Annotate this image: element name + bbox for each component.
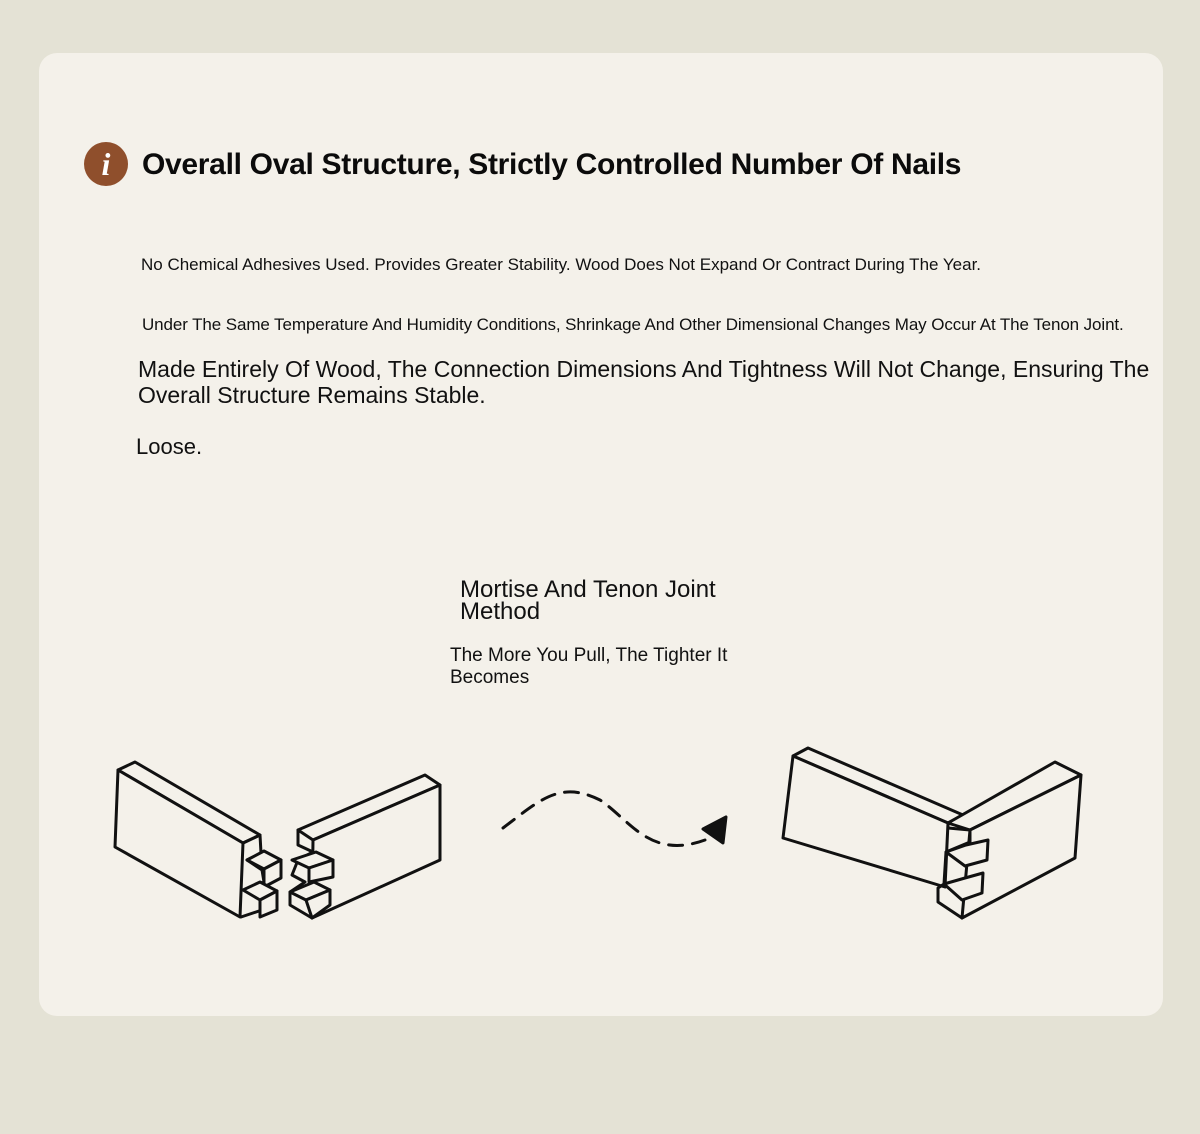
diagram-subtitle: The More You Pull, The Tighter It Becomes [450,645,728,688]
page-title: Overall Oval Structure, Strictly Controlled Number Of Nails [142,148,962,181]
info-icon-glyph: i [101,146,111,182]
diagram-title: Mortise And Tenon Joint Method [460,576,716,625]
info-icon [84,142,128,186]
joint-diagram [0,730,1200,940]
assembled-joint-icon [783,748,1081,918]
body-line-wood: Made Entirely Of Wood, The Connection Dimensions And Tightness Will Not Change, Ensuring The Overall Structure Remains Stable. [138,356,1150,408]
body-line-loose: Loose. [136,434,203,459]
body-line-shrinkage: Under The Same Temperature And Humidity Conditions, Shrinkage And Other Dimensional Changes May Occur At The Tenon Joint. [142,315,1124,334]
body-line-adhesives: No Chemical Adhesives Used. Provides Greater Stability. Wood Does Not Expand Or Contract During The Year. [141,255,982,274]
dashed-arrow-icon [503,792,726,846]
separated-joint-icon [115,762,440,918]
